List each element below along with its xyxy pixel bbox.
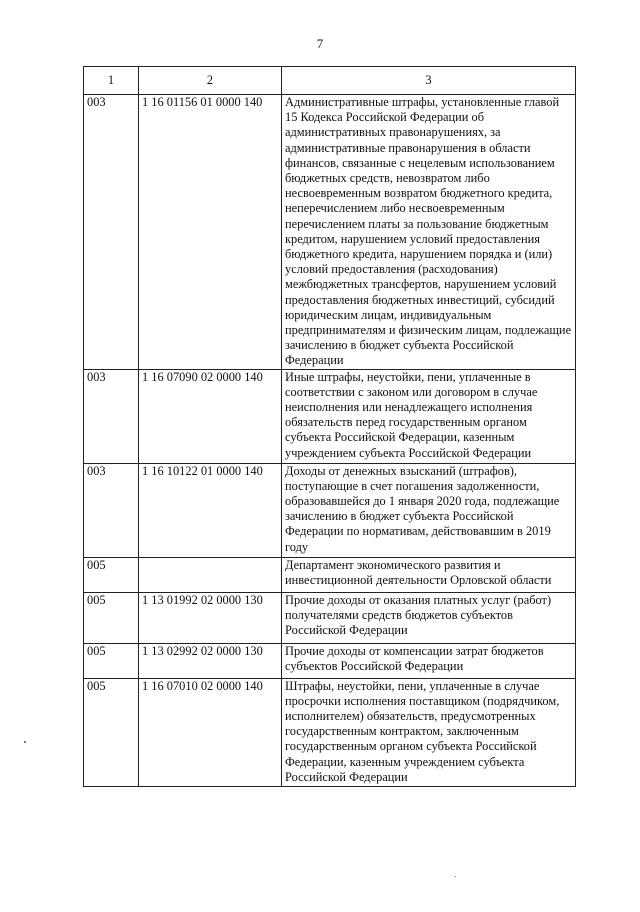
header-col-3: 3 <box>282 67 576 95</box>
revenue-name-cell: Административные штрафы, установленные главой 15 Кодекса Российской Федерации об административных правонарушениях, за административные правонарушения в области финансов, связанные с нецелевым использованием бюджетных средств, невозвратом либо несвоевременным возвратом бюджетного кредита, неперечислением либо несвоевременным перечислением платы за пользование бюджетным кредитом, нарушением условий предоставления бюджетного кредита, нарушением порядка и (или) условий предоставления (расходования) межбюджетных трансфертов, нарушением условий предоставления бюджетных инвестиций, субсидий юридическим лицам, индивидуальным предпринимателям и физическим лицам, подлежащие зачислению в бюджет субъекта Российской Федерации <box>282 95 576 370</box>
admin-code-cell: 003 <box>84 369 139 463</box>
revenue-codes-table <box>83 66 576 787</box>
scan-speck <box>455 876 456 877</box>
table-row <box>84 95 576 370</box>
header-col-2: 2 <box>139 67 282 95</box>
table-row <box>84 592 576 643</box>
revenue-name-cell: Штрафы, неустойки, пени, уплаченные в случае просрочки исполнения поставщиком (подрядчиком, исполнителем) обязательств, предусмотренных государственным контрактом, заключенным государственным органом субъекта Российской Федерации, казенным учреждением субъекта Российской Федерации <box>282 678 576 786</box>
admin-code-cell: 005 <box>84 643 139 678</box>
department-name-cell: Департамент экономического развития и инвестиционной деятельности Орловской области <box>282 557 576 592</box>
table-row <box>84 643 576 678</box>
admin-code-cell: 003 <box>84 463 139 557</box>
page-number: 7 <box>316 36 324 51</box>
admin-code-cell: 005 <box>84 557 139 592</box>
table-row <box>84 678 576 786</box>
kbk-code-cell: 1 16 07090 02 0000 140 <box>139 369 282 463</box>
table-header-row <box>84 67 576 95</box>
kbk-code-cell <box>139 557 282 592</box>
revenue-name-cell: Доходы от денежных взысканий (штрафов), поступающие в счет погашения задолженности, образовавшейся до 1 января 2020 года, подлежащие зачислению в бюджет субъекта Российской Федерации по нормативам, действовавшим в 2019 году <box>282 463 576 557</box>
revenue-name-cell: Прочие доходы от оказания платных услуг (работ) получателями средств бюджетов субъектов Российской Федерации <box>282 592 576 643</box>
kbk-code-cell: 1 13 02992 02 0000 130 <box>139 643 282 678</box>
kbk-code-cell: 1 13 01992 02 0000 130 <box>139 592 282 643</box>
table-row <box>84 557 576 592</box>
revenue-name-cell: Прочие доходы от компенсации затрат бюджетов субъектов Российской Федерации <box>282 643 576 678</box>
header-col-1: 1 <box>84 67 139 95</box>
kbk-code-cell: 1 16 10122 01 0000 140 <box>139 463 282 557</box>
kbk-code-cell: 1 16 01156 01 0000 140 <box>139 95 282 370</box>
admin-code-cell: 005 <box>84 592 139 643</box>
revenue-name-cell: Иные штрафы, неустойки, пени, уплаченные в соответствии с законом или договором в случае неисполнения или ненадлежащего исполнения обязательств перед государственным органом субъекта Российской Федерации, казенным учреждением субъекта Российской Федерации <box>282 369 576 463</box>
scan-speck <box>24 741 26 743</box>
table-row <box>84 369 576 463</box>
table-row <box>84 463 576 557</box>
admin-code-cell: 003 <box>84 95 139 370</box>
admin-code-cell: 005 <box>84 678 139 786</box>
kbk-code-cell: 1 16 07010 02 0000 140 <box>139 678 282 786</box>
